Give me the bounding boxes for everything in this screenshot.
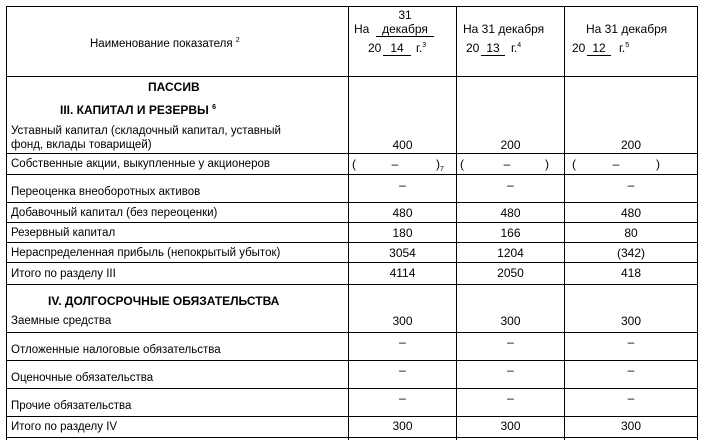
value-authorized-capital-2013: 200	[500, 138, 521, 152]
row-label-deferred-tax: Отложенные налоговые обязательства	[11, 344, 221, 356]
value-revaluation-2014: –	[399, 178, 406, 192]
row-divider	[6, 388, 698, 389]
col2-footnote: 4	[517, 42, 522, 49]
row-divider	[6, 360, 698, 361]
row-label-own-shares: Собственные акции, выкупленные у акционеров	[11, 158, 270, 170]
col1-year-suffix	[416, 41, 426, 58]
value-additional-capital-2014: 480	[392, 206, 413, 220]
value-reserve-capital-2014: 180	[392, 226, 413, 240]
col1-day: 31	[398, 8, 412, 22]
col2-century: 20	[466, 41, 480, 55]
value-estimated-liabilities-2014: –	[399, 363, 406, 377]
row-label-reserve-capital: Резервный капитал	[11, 227, 116, 239]
row-label-authorized-capital-1: Уставный капитал (складочный капитал, уставный	[11, 125, 281, 137]
value-additional-capital-2012: 480	[620, 206, 642, 220]
value-total-section-3-2013: 2050	[497, 266, 524, 280]
value-revaluation-2012: –	[627, 178, 635, 192]
col2-year: 13	[486, 41, 500, 55]
value-deferred-tax-2014: –	[399, 335, 406, 349]
col1-year: 14	[390, 41, 404, 55]
col3-year-suffix	[619, 41, 629, 58]
value-other-liabilities-2013: –	[507, 391, 514, 405]
row-label-other-liabilities: Прочие обязательства	[11, 400, 132, 412]
value-reserve-capital-2012: 80	[624, 226, 638, 240]
row-label-total-section-3: Итого по разделу III	[11, 268, 116, 280]
header-name-footnote: 2	[235, 37, 240, 44]
col1-year-underline	[383, 55, 411, 56]
value-borrowed-funds-2014: 300	[392, 314, 413, 328]
col3-footnote: 5	[625, 42, 630, 49]
own-shares-2014-open-paren: (	[352, 157, 356, 171]
own-shares-2013-open-paren: (	[460, 157, 464, 171]
value-total-section-3-2014: 4114	[389, 266, 416, 280]
row-divider	[6, 416, 698, 417]
own-shares-2014-footnote: 7	[440, 166, 444, 173]
value-own-shares-2013: –	[503, 157, 511, 171]
col1-century: 20	[368, 41, 382, 55]
col1-month: декабря	[382, 22, 428, 36]
row-divider	[6, 174, 698, 175]
row-divider	[6, 242, 698, 243]
value-authorized-capital-2014: 400	[392, 138, 413, 152]
value-retained-earnings-2014: 3054	[389, 246, 416, 260]
col2-date-prefix: На 31 декабря	[463, 22, 545, 36]
own-shares-2014-close-paren: )	[436, 157, 440, 171]
section-title-capital-footnote: 6	[212, 104, 217, 111]
value-authorized-capital-2012: 200	[620, 138, 642, 152]
col1-month-underline	[376, 36, 434, 37]
value-total-section-4-2014: 300	[392, 419, 413, 433]
col1-prefix: На	[354, 22, 370, 36]
value-retained-earnings-2013: 1204	[497, 246, 524, 260]
value-reserve-capital-2013: 166	[500, 226, 521, 240]
header-name-label: Наименование показателя	[90, 38, 233, 50]
value-estimated-liabilities-2013: –	[507, 363, 514, 377]
value-additional-capital-2013: 480	[500, 206, 521, 220]
value-other-liabilities-2012: –	[627, 391, 635, 405]
value-deferred-tax-2012: –	[627, 335, 635, 349]
row-label-revaluation: Переоценка внеоборотных активов	[11, 186, 201, 198]
value-retained-earnings-2012: (342)	[616, 246, 645, 260]
section-title-capital-text: III. КАПИТАЛ И РЕЗЕРВЫ	[60, 103, 209, 117]
value-revaluation-2013: –	[507, 178, 514, 192]
row-label-estimated-liabilities: Оценочные обязательства	[11, 372, 154, 384]
table-border-top	[6, 6, 698, 7]
row-divider	[6, 262, 698, 263]
col2-year-underline	[481, 55, 505, 56]
value-other-liabilities-2014: –	[399, 391, 406, 405]
row-label-total-section-4: Итого по разделу IV	[11, 421, 118, 433]
table-border-left	[6, 6, 7, 440]
section-title-capital	[60, 103, 216, 120]
value-own-shares-2014: –	[391, 157, 399, 171]
row-label-additional-capital: Добавочный капитал (без переоценки)	[11, 207, 218, 219]
value-total-section-4-2012: 300	[620, 419, 642, 433]
value-total-section-4-2013: 300	[500, 419, 521, 433]
col3-date-prefix: На 31 декабря	[586, 22, 668, 36]
own-shares-2012-open-paren: (	[572, 157, 576, 171]
header-divider	[6, 76, 698, 77]
value-deferred-tax-2013: –	[507, 335, 514, 349]
col1-footnote: 3	[422, 42, 427, 49]
col3-year: 12	[592, 41, 606, 55]
section-title-longterm: IV. ДОЛГОСРОЧНЫЕ ОБЯЗАТЕЛЬСТВА	[48, 294, 280, 308]
row-divider	[6, 222, 698, 223]
value-estimated-liabilities-2012: –	[627, 363, 635, 377]
header-name-column	[90, 37, 240, 53]
col3-century: 20	[572, 41, 586, 55]
value-borrowed-funds-2012: 300	[620, 314, 642, 328]
row-divider	[6, 332, 698, 333]
own-shares-2013-close-paren: )	[545, 157, 549, 171]
row-label-retained-earnings: Нераспределенная прибыль (непокрытый убыток)	[11, 247, 281, 259]
section-title-passive: ПАССИВ	[148, 80, 200, 94]
value-borrowed-funds-2013: 300	[500, 314, 521, 328]
row-divider	[6, 153, 698, 154]
col3-year-underline	[587, 55, 611, 56]
row-label-borrowed-funds: Заемные средства	[11, 315, 112, 327]
own-shares-2012-close-paren: )	[656, 157, 660, 171]
col2-year-suffix	[511, 41, 521, 58]
col2-suffix-text: г.	[511, 41, 518, 55]
value-own-shares-2012: –	[612, 157, 620, 171]
table-border-right	[697, 6, 698, 440]
row-divider	[6, 437, 698, 438]
col1-suffix-text: г.	[416, 41, 423, 55]
row-label-authorized-capital-2: фонд, вклады товарищей)	[11, 139, 152, 151]
value-total-section-3-2012: 418	[620, 266, 642, 280]
col3-suffix-text: г.	[619, 41, 626, 55]
row-divider	[6, 284, 698, 285]
row-divider	[6, 202, 698, 203]
